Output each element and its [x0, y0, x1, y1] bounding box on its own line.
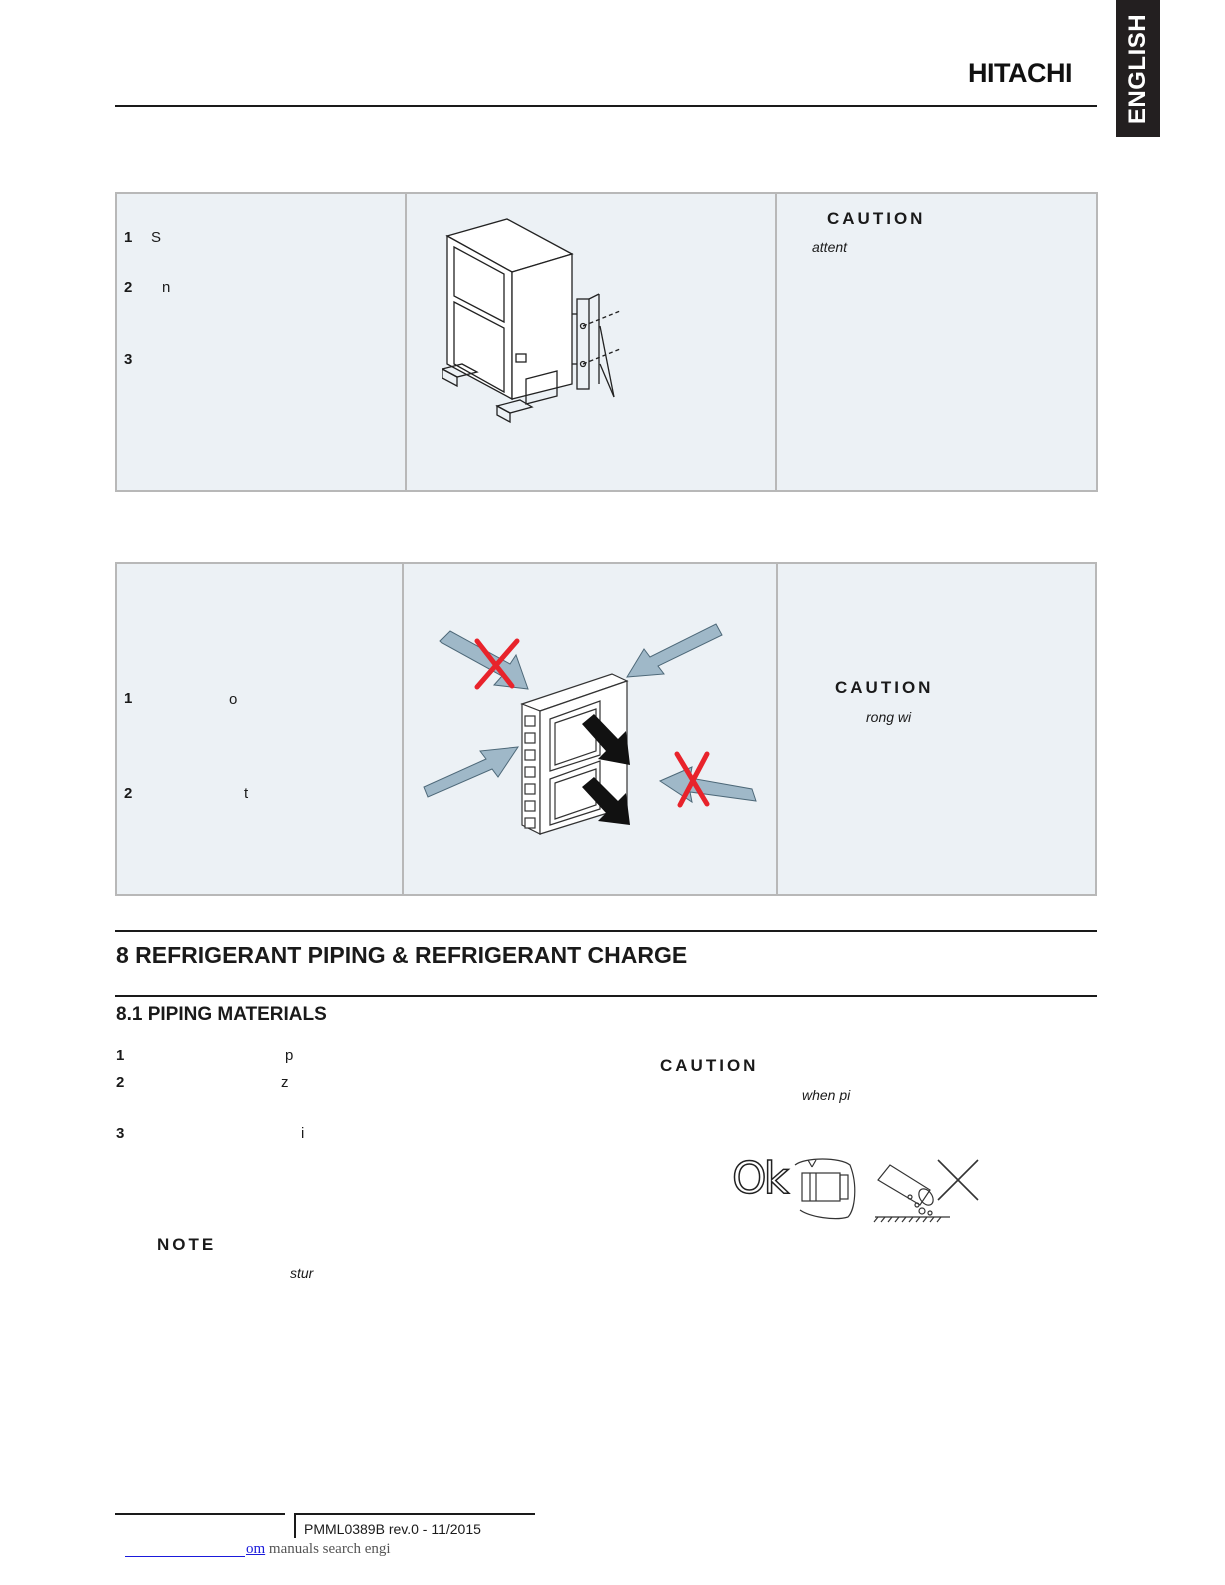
section-8-title: 8 REFRIGERANT PIPING & REFRIGERANT CHARGE: [116, 942, 688, 968]
item-number: 1: [124, 229, 133, 246]
footer-rule-left: [115, 1513, 285, 1515]
pipe-end-handling-illustration: [790, 1155, 990, 1225]
item-text: i: [301, 1125, 305, 1142]
footer-rule-right: [295, 1513, 535, 1515]
panel-wind-direction: [115, 562, 1097, 896]
item-text: n: [162, 279, 171, 296]
caution-text: when pi: [802, 1087, 851, 1103]
section-8-1-title: 8.1 PIPING MATERIALS: [116, 1004, 327, 1025]
note-text: stur: [290, 1265, 314, 1281]
caution-text: attent: [812, 239, 848, 255]
section-rule: [115, 995, 1097, 997]
item-text: z: [281, 1074, 289, 1091]
panel-divider: [776, 564, 778, 894]
item-text: o: [229, 691, 238, 708]
language-tab-label: ENGLISH: [1124, 13, 1151, 124]
panel-divider: [402, 564, 404, 894]
manuals-text: manuals search engi: [268, 1541, 391, 1557]
wind-direction-illustration: [422, 619, 762, 859]
item-number: 1: [124, 690, 133, 707]
panel-installation: [115, 192, 1098, 492]
panel-divider: [405, 194, 407, 490]
item-number: 2: [124, 785, 133, 802]
item-text: p: [285, 1047, 294, 1064]
footer-separator: [294, 1513, 296, 1538]
note-title: NOTE: [157, 1235, 217, 1254]
caution-title: CAUTION: [660, 1056, 759, 1075]
outdoor-unit-bracket-illustration: [442, 214, 642, 429]
caution-title: CAUTION: [835, 678, 934, 697]
item-number: 1: [116, 1047, 125, 1064]
item-number: 2: [124, 279, 133, 296]
item-number: 3: [116, 1125, 125, 1142]
item-number: 3: [124, 351, 133, 368]
caution-title: CAUTION: [827, 209, 926, 228]
manuals-footer: [246, 1541, 391, 1558]
item-text: t: [244, 785, 249, 802]
document-reference: PMML0389B rev.0 - 11/2015: [304, 1521, 481, 1537]
manuals-link[interactable]: om: [246, 1541, 266, 1557]
language-tab: [1116, 0, 1160, 137]
ok-label: Ok: [732, 1153, 787, 1204]
caution-text: rong wi: [866, 709, 912, 725]
item-number: 2: [116, 1074, 125, 1091]
link-underline: [125, 1556, 245, 1557]
section-rule: [115, 930, 1097, 932]
header-rule: [115, 105, 1097, 107]
panel-divider: [775, 194, 777, 490]
brand-logo: HITACHI: [968, 58, 1072, 88]
item-text: S: [151, 229, 162, 246]
